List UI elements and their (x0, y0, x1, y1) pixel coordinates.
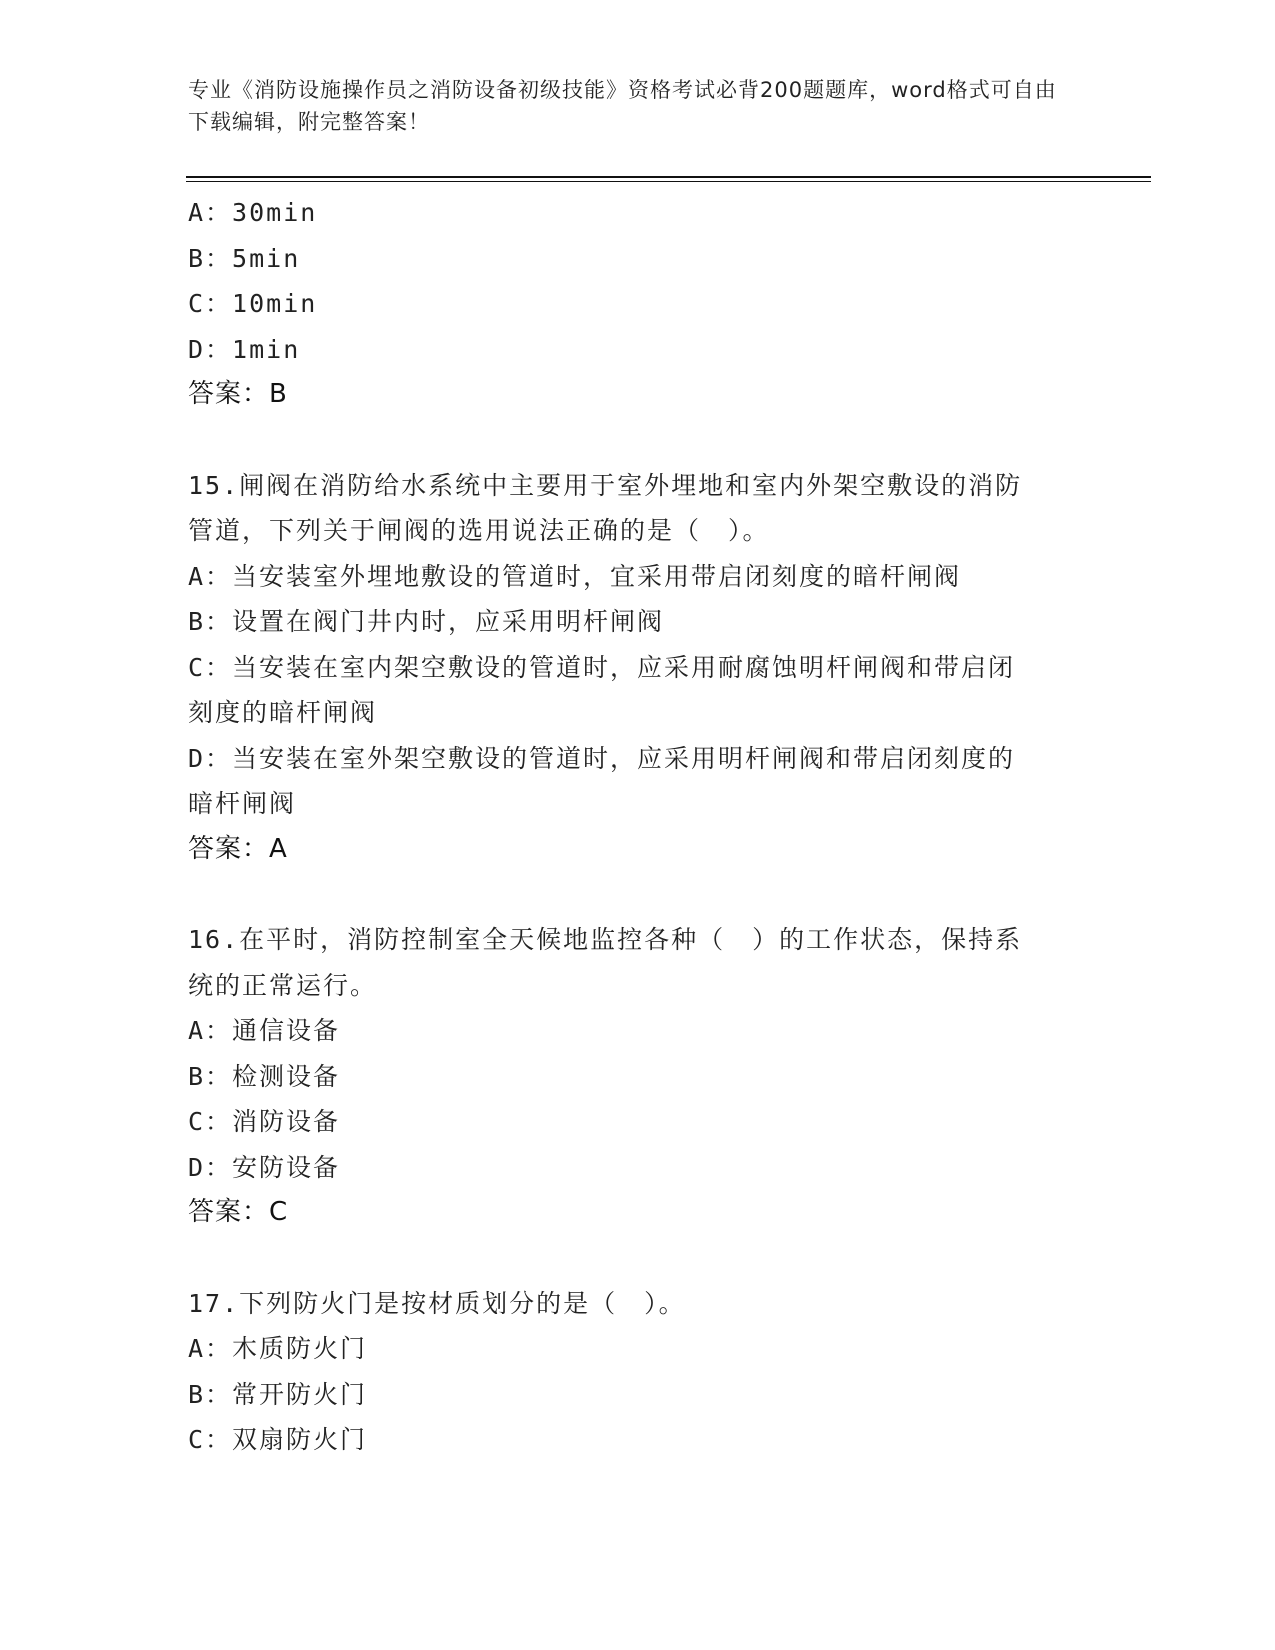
option-a: A：当安装室外埋地敷设的管道时，宜采用带启闭刻度的暗杆闸阀 (188, 561, 962, 591)
question-stem: 15.闸阀在消防给水系统中主要用于室外埋地和室内外架空敷设的消防 (188, 470, 1023, 500)
option-d-continued: 暗杆闸阀 (188, 789, 297, 818)
question-stem: 17.下列防火门是按材质划分的是（ ）。 (188, 1288, 686, 1318)
option-a: A：木质防火门 (188, 1334, 368, 1363)
question-17 (188, 1281, 1088, 1463)
option-d: D：当安装在室外架空敷设的管道时，应采用明杆闸阀和带启闭刻度的 (188, 743, 1016, 773)
header-divider-thick (186, 176, 1151, 178)
spacer (188, 872, 1088, 917)
answer-line: 答案：B (188, 379, 288, 409)
question-stem-continued: 管道，下列关于闸阀的选用说法正确的是（ ）。 (188, 516, 770, 545)
option-a: A：通信设备 (188, 1016, 341, 1045)
question-14-continued (188, 190, 1088, 418)
option-b: B：常开防火门 (188, 1379, 368, 1409)
header-divider-thin (186, 181, 1151, 182)
answer-line: 答案：A (188, 833, 288, 864)
option-d: D：安防设备 (188, 1152, 341, 1182)
spacer (188, 1236, 1088, 1281)
spacer (188, 418, 1088, 463)
option-d: D：1min (188, 334, 301, 364)
question-16 (188, 917, 1088, 1236)
question-15 (188, 463, 1088, 873)
option-a: A：30min (188, 198, 318, 227)
question-stem: 16.在平时，消防控制室全天候地监控各种（ ）的工作状态，保持系 (188, 925, 1023, 954)
option-c-continued: 刻度的暗杆闸阀 (188, 698, 378, 727)
option-b: B：检测设备 (188, 1061, 341, 1091)
question-stem-continued: 统的正常运行。 (188, 970, 378, 1000)
answer-line: 答案：C (188, 1197, 289, 1227)
option-b: B：设置在阀门井内时，应采用明杆闸阀 (188, 607, 665, 636)
option-c: C：当安装在室内架空敷设的管道时，应采用耐腐蚀明杆闸阀和带启闭 (188, 652, 1016, 682)
option-c: C：消防设备 (188, 1107, 341, 1136)
option-c: C：10min (188, 289, 318, 318)
option-c: C：双扇防火门 (188, 1425, 368, 1454)
document-body (188, 190, 1088, 1463)
option-b: B：5min (188, 243, 301, 273)
document-header: 专业《消防设施操作员之消防设备初级技能》资格考试必背200题题库，word格式可自由下载编辑，附完整答案！ (188, 78, 1057, 134)
